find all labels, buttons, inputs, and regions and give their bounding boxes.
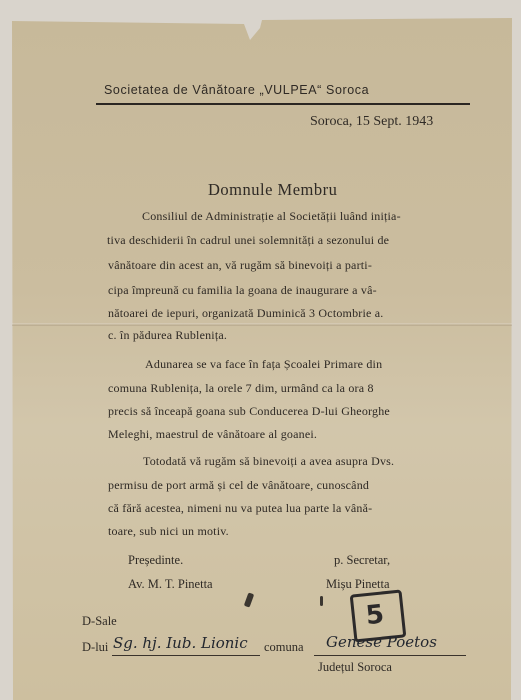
body-line: toare, sub nici un motiv. (108, 524, 229, 538)
addressee-comuna-label: comuna (264, 640, 304, 654)
president-name: Av. M. T. Pinetta (128, 577, 213, 591)
secretary-role: p. Secretar, (334, 553, 391, 567)
body-line: precis să înceapă goana sub Conducerea D-lui Gheorghe (108, 404, 390, 418)
letter-title: Domnule Membru (208, 180, 338, 199)
addressee-judet: Județul Soroca (318, 660, 392, 674)
body-line: c. în pădurea Rublenița. (108, 328, 228, 342)
stamp-glyph: 5 (364, 599, 386, 632)
body-line: comuna Rublenița, la orele 7 dim, urmând ca la ora 8 (108, 381, 374, 395)
addressee-prefix: D-Sale (82, 614, 117, 628)
body-line: permisu de port armă și cel de vânătoare, cunoscând (108, 478, 370, 492)
secretary-name: Mișu Pinetta (326, 577, 390, 591)
addressee-name-handwritten: Sg. hj. Iub. Lionic (113, 634, 248, 652)
dlui-underline (112, 655, 260, 656)
ink-mark (320, 596, 323, 606)
addressee-comuna-handwritten: Genese Poetos (326, 633, 437, 651)
paper-fold (12, 323, 512, 326)
body-line: cipa împreună cu familia la goana de inaugurare a vâ- (108, 283, 377, 297)
body-line: că fără acestea, nimeni nu va putea lua parte la vână- (108, 501, 373, 515)
body-line: vânătoare din acest an, vă rugăm să binevoiți a parti- (108, 258, 373, 272)
body-line: tiva deschiderii în cadrul unei solemnități a sezonului de (107, 233, 390, 247)
comuna-underline (314, 655, 466, 656)
header-rule (96, 103, 470, 105)
body-line: Adunarea se va face în fața Școalei Primare din (145, 357, 383, 371)
body-line: Consiliul de Administrație al Societății luând iniția- (142, 209, 401, 223)
body-line: Meleghi, maestrul de vânătoare al goanei. (108, 427, 318, 441)
body-line: nătoarei de iepuri, organizată Duminică 3 Octombrie a. (108, 306, 384, 320)
president-role: Președinte. (128, 553, 184, 567)
society-name: Societatea de Vânătoare „VULPEA“ Soroca (104, 83, 370, 97)
letter-date: Soroca, 15 Sept. 1943 (310, 114, 434, 129)
addressee-dlui-label: D-lui (82, 640, 109, 654)
body-line: Totodată vă rugăm să binevoiți a avea asupra Dvs. (143, 454, 395, 468)
